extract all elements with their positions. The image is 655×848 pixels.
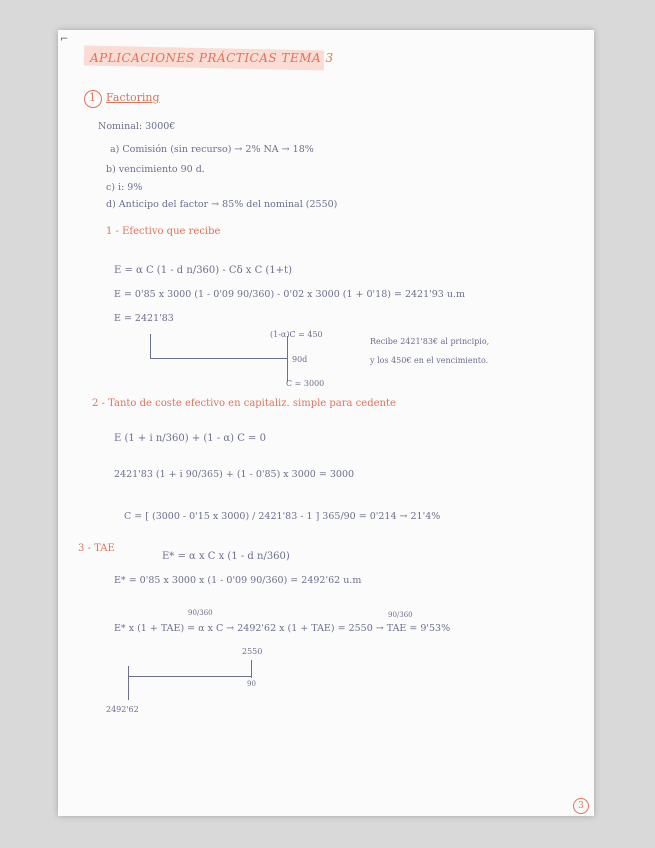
part3-equation: E* x (1 + TAE) = α x C → 2492'62 x (1 + TAE) = 2550 → TAE = 9'53% xyxy=(114,623,451,634)
part3-label: 3 - TAE xyxy=(78,543,115,554)
diagram2-right-top-label: 2550 xyxy=(242,647,263,656)
section-number: 1 xyxy=(89,91,96,104)
part3-formula: E* = α x C x (1 - d n/360) xyxy=(162,551,290,562)
part1-calc: E = 0'85 x 3000 (1 - 0'09 90/360) - 0'02 x 3000 (1 + 0'18) = 2421'93 u.m xyxy=(114,289,465,300)
diagram1-right-tick xyxy=(287,336,288,382)
diagram2-axis xyxy=(128,676,252,677)
page-number: 3 xyxy=(573,798,589,814)
part1-label: 1 - Efectivo que recibe xyxy=(106,226,221,237)
nominal-text: Nominal: 3000€ xyxy=(98,121,176,132)
diagram2-left-bottom-label: 2492'62 xyxy=(106,705,139,714)
part3-calc: E* = 0'85 x 3000 x (1 - 0'09 90/360) = 2492'62 u.m xyxy=(114,575,362,586)
item-c: c) i: 9% xyxy=(106,182,143,193)
item-a: a) Comisión (sin recurso) → 2% NA → 18% xyxy=(110,144,314,155)
diagram1-mid-label: 90d xyxy=(292,355,308,364)
part2-result: C = [ (3000 - 0'15 x 3000) / 2421'83 - 1 ] 365/90 = 0'214 → 21'4% xyxy=(124,511,441,522)
part1-note-1: Recibe 2421'83€ al principio, xyxy=(370,337,490,346)
diagram2-right-arrow xyxy=(251,660,252,678)
section-heading: Factoring xyxy=(106,91,160,104)
diagram1-top-label: (1-α)C = 450 xyxy=(270,330,323,339)
page-title: APLICACIONES PRÁCTICAS TEMA 3 xyxy=(90,51,334,65)
part2-label: 2 - Tanto de coste efectivo en capitaliz. simple para cedente xyxy=(92,398,396,409)
part2-formula: E (1 + i n/360) + (1 - α) C = 0 xyxy=(114,433,266,444)
notebook-page xyxy=(58,30,594,816)
item-b: b) vencimiento 90 d. xyxy=(106,164,205,175)
diagram1-bottom-label: C = 3000 xyxy=(286,379,325,388)
diagram1-axis xyxy=(150,358,288,359)
part3-exponent-right: 90/360 xyxy=(388,611,413,619)
part1-result: E = 2421'83 xyxy=(114,313,174,324)
part1-formula: E = α C (1 - d n/360) - Cδ x C (1+t) xyxy=(114,265,292,276)
diagram1-left-arrow xyxy=(150,334,151,358)
diagram2-right-bottom-label: 90 xyxy=(247,680,256,688)
diagram2-left-arrow xyxy=(128,666,129,700)
part1-note-2: y los 450€ en el vencimiento. xyxy=(370,356,489,365)
part2-calc: 2421'83 (1 + i 90/365) + (1 - 0'85) x 3000 = 3000 xyxy=(114,469,355,480)
corner-mark: ⌐ xyxy=(60,34,69,45)
part3-exponent-left: 90/360 xyxy=(188,609,213,617)
item-d: d) Anticipo del factor → 85% del nominal (2550) xyxy=(106,199,338,210)
